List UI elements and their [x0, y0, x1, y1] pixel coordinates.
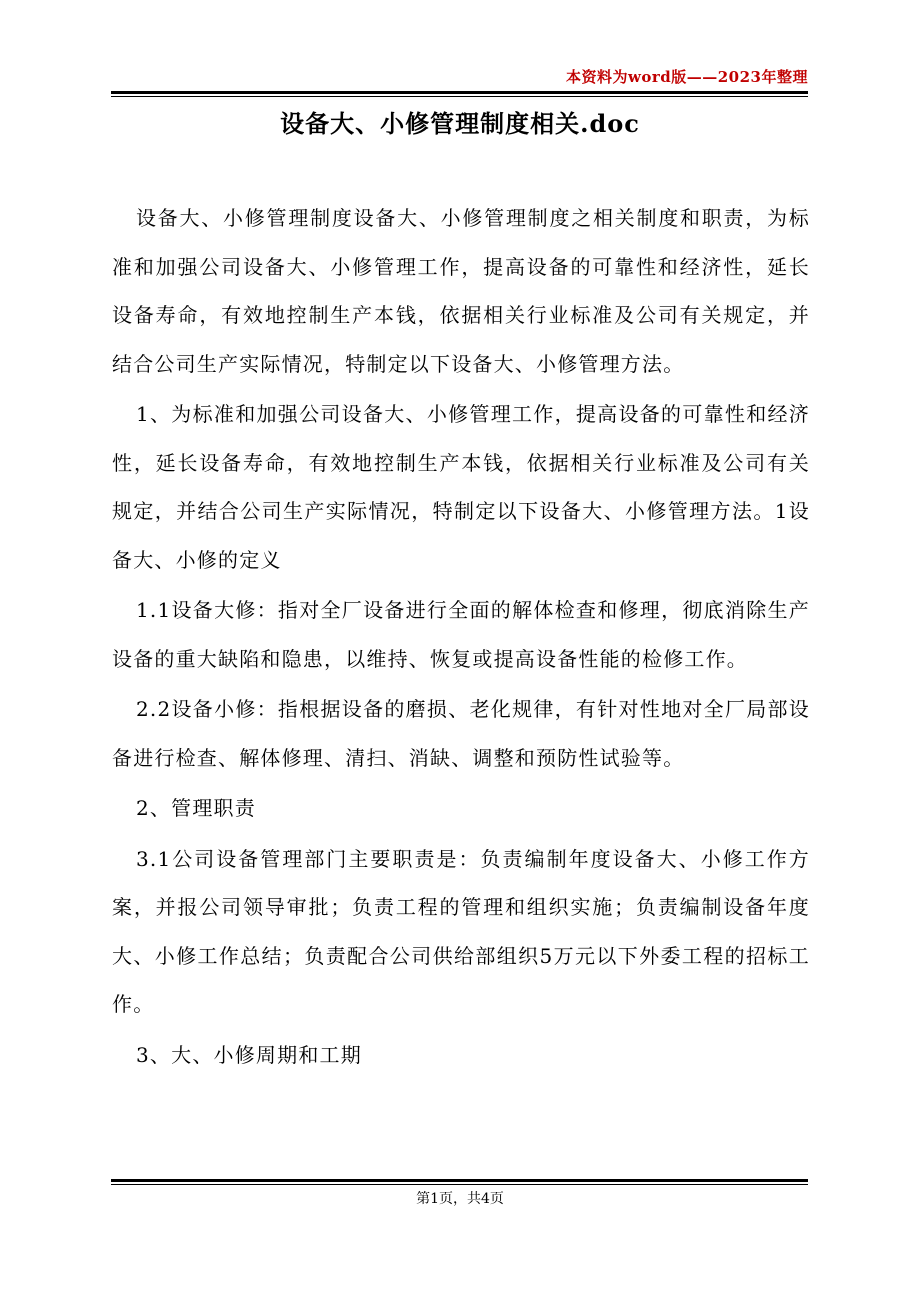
footer-rule-thick: [111, 1179, 808, 1182]
paragraph: 2、管理职责: [136, 796, 256, 820]
paragraph: 3.1公司设备管理部门主要职责是：负责编制年度设备大、小修工作方案，并报公司领导审批；负责工程的管理和组织实施；负责编制设备年度大、小修工作总结；负责配合公司供给部组织5万元以下外委工程的招标工作。: [112, 846, 810, 1016]
document-title: 设备大、小修管理制度相关.doc: [280, 109, 640, 138]
page-number: 第1页，共4页: [416, 1191, 504, 1207]
paragraph: 设备大、小修管理制度设备大、小修管理制度之相关制度和职责，为标准和加强公司设备大、小修管理工作，提高设备的可靠性和经济性，延长设备寿命，有效地控制生产本钱，依据相关行业标准及公司有关规定，并结合公司生产实际情况，特制定以下设备大、小修管理方法。: [112, 206, 810, 376]
footer-rule-thin: [111, 1184, 808, 1185]
paragraph: 2.2设备小修：指根据设备的磨损、老化规律，有针对性地对全厂局部设备进行检查、解体修理、清扫、消缺、调整和预防性试验等。: [112, 697, 810, 770]
paragraph: 3、大、小修周期和工期: [136, 1042, 362, 1067]
header-note: 本资料为word版——2023年整理: [565, 68, 808, 86]
paragraph: 1.1设备大修：指对全厂设备进行全面的解体检查和修理，彻底消除生产设备的重大缺陷和隐患，以维持、恢复或提高设备性能的检修工作。: [112, 598, 810, 671]
paragraph: 1、为标准和加强公司设备大、小修管理工作，提高设备的可靠性和经济性，延长设备寿命，有效地控制生产本钱，依据相关行业标准及公司有关规定，并结合公司生产实际情况，特制定以下设备大、小修管理方法。1设备大、小修的定义: [112, 402, 810, 572]
header-rule-thick: [111, 91, 808, 94]
header-rule-thin: [111, 96, 808, 97]
document-body: [112, 194, 810, 1079]
